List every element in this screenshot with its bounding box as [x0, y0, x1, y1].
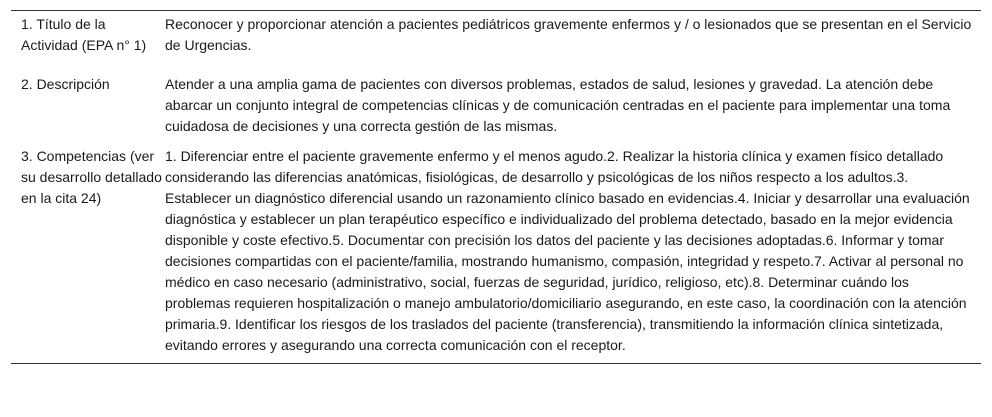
table-row-competencies — [11, 146, 981, 364]
row-label-competencies: 3. Competencias (ver su desarrollo detallado en la cita 24) — [21, 148, 162, 206]
row-label-title: 1. Título de la Actividad (EPA n° 1) — [21, 16, 147, 53]
row-text-competencies: 1. Diferenciar entre el paciente gravemente enfermo y el menos agudo.2. Realizar la historia clínica y examen físico detallado considerando las diferencias anatómicas, fisiológicas, de desarrollo y psicológicas de los niños respecto a los adultos.3. Establecer un diagnóstico diferencial usando un razonamiento clínico basado en evidencias.4. Iniciar y desarrollar una evaluación diagnóstica y establecer un plan terapéutico específico e individualizado del problema detectado, basado en la mejor evidencia disponible y coste efectivo.5. Documentar con precisión los datos del paciente y las decisiones adoptadas.6. Informar y tomar decisiones compartidas con el paciente/familia, mostrando humanismo, compasión, integridad y respeto.7. Activar al personal no médico en caso necesario (administrativo, social, fuerzas de seguridad, jurídico, religioso, etc).8. Determinar cuándo los problemas requieren hospitalización o manejo ambulatorio/domiciliario asegurando, en este caso, la coordinación con la atención primaria.9. Identificar los riesgos de los traslados del paciente (transferencia), transmitiendo la información clínica sintetizada, evitando errores y asegurando una correcta comunicación con el receptor. — [165, 148, 970, 353]
row-text-title: Reconocer y proporcionar atención a pacientes pediátricos gravemente enfermos y / o lesionados que se presentan en el Servicio de Urgencias. — [165, 16, 972, 53]
epa-table — [11, 10, 981, 364]
table-row-description — [11, 65, 981, 146]
table-row-title — [11, 11, 981, 66]
row-label-description: 2. Descripción — [21, 76, 110, 92]
epa-table-container — [11, 10, 981, 364]
row-text-description: Atender a una amplia gama de pacientes con diversos problemas, estados de salud, lesiones y gravedad. La atención debe abarcar un conjunto integral de competencias clínicas y de comunicación centradas en el paciente para implementar una toma cuidadosa de decisiones y una correcta gestión de las mismas. — [165, 76, 951, 134]
